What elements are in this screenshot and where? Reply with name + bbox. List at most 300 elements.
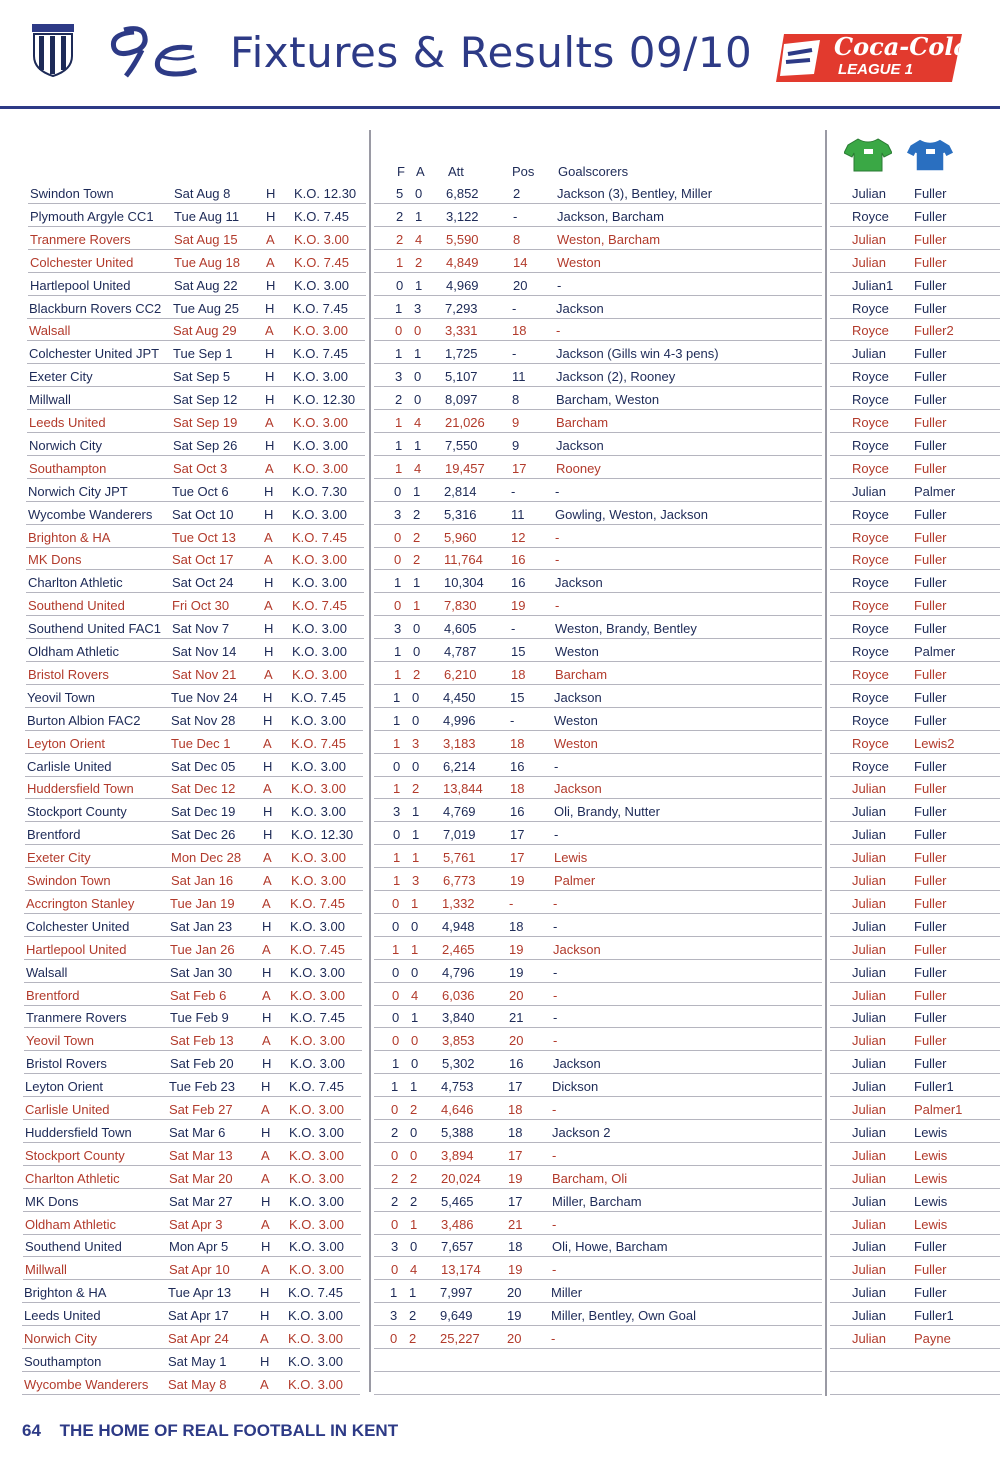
goalscorers: Jackson, Barcham (557, 208, 664, 224)
row-underline (830, 913, 1000, 914)
row-underline (830, 1188, 1000, 1189)
row-underline (24, 959, 362, 960)
goals-for: 0 (392, 1033, 400, 1049)
team-name: Southampton (29, 460, 107, 476)
match-date: Sat Feb 27 (169, 1102, 233, 1117)
team-name: Leeds United (24, 1308, 101, 1324)
goalscorers: Jackson 2 (552, 1124, 611, 1140)
goals-for: 1 (395, 460, 403, 476)
goals-against: 3 (412, 735, 420, 751)
row-underline (23, 1256, 361, 1257)
goals-against: 2 (409, 1331, 417, 1346)
goals-for: 0 (396, 277, 404, 293)
goals-against: 1 (414, 346, 422, 362)
row-underline (830, 318, 1000, 319)
row-underline (374, 1348, 822, 1349)
goalkeeper: Julian (852, 827, 886, 843)
goalkeeper: Royce (852, 621, 889, 637)
match-date: Tue Aug 11 (174, 208, 240, 224)
row-underline (374, 1211, 822, 1212)
row-underline (25, 867, 363, 868)
kick-off: K.O. 7.45 (291, 689, 346, 705)
row-underline (374, 684, 822, 685)
kick-off: K.O. 3.00 (292, 552, 347, 568)
goalscorers: Jackson (554, 689, 602, 705)
captain: Fuller (914, 873, 947, 888)
goalkeeper: Royce (852, 208, 889, 224)
row-underline (374, 226, 822, 227)
goalscorers: Weston, Barcham (557, 231, 661, 247)
venue: H (260, 1285, 270, 1301)
goals-for: 1 (391, 1079, 399, 1095)
attendance: 7,830 (444, 598, 477, 614)
table-row (0, 1029, 1000, 1052)
team-name: Stockport County (27, 804, 127, 820)
match-date: Tue Dec 1 (171, 735, 231, 751)
goalkeeper: Royce (852, 323, 889, 339)
goals-against: 0 (412, 689, 420, 705)
team-name: Charlton Athletic (28, 575, 123, 591)
row-underline (25, 890, 363, 891)
captain: Fuller (914, 758, 947, 774)
goalscorers: Miller, Bentley, Own Goal (551, 1308, 696, 1324)
goals-for: 0 (391, 1102, 399, 1117)
row-underline (374, 821, 822, 822)
kick-off: K.O. 3.00 (290, 918, 345, 934)
venue: H (264, 506, 274, 522)
table-row (0, 205, 1000, 228)
goalkeeper: Royce (852, 529, 889, 545)
attendance: 4,769 (443, 804, 476, 820)
kick-off: K.O. 7.45 (292, 529, 347, 545)
team-name: Swindon Town (27, 873, 111, 888)
row-underline (23, 1234, 361, 1235)
match-date: Tue Oct 6 (172, 483, 229, 499)
captain: Fuller (914, 460, 947, 476)
match-date: Mon Apr 5 (169, 1239, 229, 1255)
team-name: MK Dons (25, 1193, 79, 1209)
attendance: 5,302 (442, 1056, 475, 1072)
team-name: Accrington Stanley (26, 895, 135, 911)
venue: H (263, 827, 273, 843)
row-underline (374, 386, 822, 387)
goals-for: 0 (393, 758, 401, 774)
kick-off: K.O. 3.00 (288, 1353, 343, 1369)
league-position: 20 (509, 1033, 524, 1049)
page-header (0, 0, 1000, 112)
goals-against: 2 (412, 781, 420, 797)
kick-off: K.O. 3.00 (290, 987, 345, 1003)
match-date: Sat Apr 24 (168, 1331, 229, 1346)
goalscorers: Barcham (555, 666, 608, 682)
table-row (0, 869, 1000, 892)
row-underline (374, 478, 822, 479)
captain: Fuller (914, 895, 947, 911)
league-position: 2 (513, 186, 521, 201)
team-name: Colchester United (30, 254, 134, 270)
goals-for: 0 (395, 323, 403, 339)
goalscorers: - (553, 1010, 558, 1026)
goalkeeper: Julian (852, 231, 886, 247)
league-position: 17 (508, 1147, 523, 1163)
venue: H (263, 712, 273, 728)
venue: A (263, 735, 272, 751)
goalkeeper: Royce (852, 735, 889, 751)
goalscorers: - (554, 827, 559, 843)
goals-for: 1 (396, 254, 404, 270)
team-name: Southend United (28, 598, 125, 614)
table-row (0, 1144, 1000, 1167)
row-underline (24, 1073, 362, 1074)
goalkeeper: Julian (852, 941, 886, 957)
venue: A (263, 850, 272, 866)
goals-for: 3 (395, 369, 403, 385)
goals-for: 1 (393, 712, 401, 728)
goals-against: 0 (411, 918, 419, 934)
row-underline (23, 1165, 361, 1166)
goals-for: 0 (392, 918, 400, 934)
goals-for: 1 (395, 346, 403, 362)
goalscorers: - (552, 1262, 557, 1278)
kick-off: K.O. 3.00 (289, 1147, 344, 1163)
match-date: Tue Feb 23 (169, 1079, 236, 1095)
league-position: 16 (510, 758, 525, 774)
goals-for: 0 (392, 895, 400, 911)
row-underline (27, 363, 365, 364)
row-underline (23, 1096, 361, 1097)
goalkeeper: Julian (852, 483, 886, 499)
team-name: Tranmere Rovers (26, 1010, 127, 1026)
league-position: 19 (509, 964, 524, 980)
row-underline (374, 638, 822, 639)
match-date: Sat Oct 24 (172, 575, 234, 591)
table-row (0, 182, 1000, 205)
team-name: Exeter City (27, 850, 91, 866)
kick-off: K.O. 3.00 (288, 1308, 343, 1324)
team-name: Carlisle United (25, 1102, 110, 1117)
match-date: Sat Apr 17 (168, 1308, 229, 1324)
row-underline (830, 982, 1000, 983)
league-position: 18 (511, 666, 526, 682)
league-position: 20 (509, 987, 524, 1003)
row-underline (830, 1394, 1000, 1395)
attendance: 4,646 (441, 1102, 474, 1117)
goals-for: 0 (390, 1331, 398, 1346)
row-underline (22, 1348, 360, 1349)
row-underline (830, 363, 1000, 364)
goals-against: 4 (414, 415, 422, 430)
match-date: Sat May 8 (168, 1376, 227, 1392)
kick-off: K.O. 3.00 (294, 231, 349, 247)
attendance: 1,332 (442, 895, 475, 911)
goals-against: 1 (413, 483, 421, 499)
goalscorers: Palmer (554, 873, 596, 888)
goals-against: 2 (413, 529, 421, 545)
match-date: Sat Nov 21 (172, 666, 237, 682)
league-position: 19 (507, 1308, 522, 1324)
table-row (0, 1121, 1000, 1144)
row-underline (830, 936, 1000, 937)
row-underline (27, 340, 365, 341)
goalkeeper: Julian (852, 1193, 886, 1209)
venue: A (264, 598, 273, 614)
goalkeeper: Julian (852, 918, 886, 934)
goalkeeper: Julian (852, 1308, 886, 1324)
goalscorers: Weston (554, 712, 598, 728)
team-name: Stockport County (25, 1147, 125, 1163)
team-name: Oldham Athletic (28, 644, 120, 659)
goalscorers: - (551, 1331, 556, 1346)
goalscorers: Weston (555, 644, 599, 659)
goalscorers: - (552, 1102, 557, 1117)
row-underline (374, 707, 822, 708)
row-underline (23, 1188, 361, 1189)
match-date: Sat Mar 27 (169, 1193, 233, 1209)
attendance: 3,894 (441, 1147, 474, 1163)
league-position: 19 (511, 598, 526, 614)
row-underline (830, 340, 1000, 341)
table-row (0, 663, 1000, 686)
match-date: Tue Apr 13 (168, 1285, 232, 1301)
attendance: 5,107 (445, 369, 478, 385)
goals-against: 2 (410, 1193, 418, 1209)
team-name: Huddersfield Town (27, 781, 134, 797)
attendance: 21,026 (445, 415, 485, 430)
attendance: 6,036 (442, 987, 475, 1003)
goalkeeper: Royce (852, 712, 889, 728)
league-position: - (511, 483, 516, 499)
row-underline (830, 478, 1000, 479)
kick-off: K.O. 3.00 (288, 1376, 343, 1392)
row-underline (374, 844, 822, 845)
team-name: Brighton & HA (28, 529, 111, 545)
venue: H (265, 437, 275, 453)
goals-for: 3 (391, 1239, 399, 1255)
goals-against: 4 (415, 231, 423, 247)
team-name: Hartlepool United (30, 277, 131, 293)
attendance: 4,796 (442, 964, 475, 980)
captain: Fuller1 (914, 1079, 954, 1095)
goalkeeper: Julian (852, 1331, 886, 1346)
match-date: Sat Apr 10 (169, 1262, 230, 1278)
row-underline (374, 867, 822, 868)
venue: H (261, 1193, 271, 1209)
goalscorers: - (555, 552, 560, 568)
kick-off: K.O. 3.00 (288, 1331, 343, 1346)
goals-against: 1 (415, 208, 423, 224)
attendance: 13,174 (441, 1262, 481, 1278)
match-date: Sat Jan 16 (171, 873, 234, 888)
goalscorers: Gowling, Weston, Jackson (555, 506, 708, 522)
venue: A (265, 460, 274, 476)
row-underline (830, 1234, 1000, 1235)
table-row (0, 342, 1000, 365)
captain: Fuller (914, 1056, 947, 1072)
goals-for: 1 (393, 850, 401, 866)
goals-for: 0 (394, 483, 402, 499)
goalscorers: - (554, 758, 559, 774)
goals-against: 1 (413, 575, 421, 591)
row-underline (26, 524, 364, 525)
captain: Fuller (914, 621, 947, 637)
row-underline (27, 432, 365, 433)
venue: H (265, 346, 275, 362)
goals-for: 2 (391, 1170, 399, 1186)
league-position: 19 (509, 941, 524, 957)
attendance: 3,840 (442, 1010, 475, 1026)
goals-against: 1 (411, 941, 419, 957)
row-underline (28, 295, 366, 296)
row-underline (830, 272, 1000, 273)
league-position: 18 (512, 323, 527, 339)
captain: Fuller2 (914, 323, 954, 339)
row-underline (830, 432, 1000, 433)
captain: Fuller (914, 437, 947, 453)
venue: A (261, 1262, 270, 1278)
row-underline (830, 615, 1000, 616)
goalscorers: - (553, 964, 558, 980)
goals-against: 0 (412, 758, 420, 774)
goals-against: 0 (414, 369, 422, 385)
attendance: 8,097 (445, 392, 478, 408)
captain: Palmer1 (914, 1102, 963, 1117)
kick-off: K.O. 3.00 (291, 850, 346, 866)
league-position: 20 (513, 277, 528, 293)
table-row (0, 388, 1000, 411)
kick-off: K.O. 12.30 (293, 392, 356, 408)
venue: H (262, 1056, 272, 1072)
goals-against: 0 (412, 712, 420, 728)
venue: A (266, 254, 275, 270)
row-underline (830, 867, 1000, 868)
match-date: Sat Mar 20 (169, 1170, 233, 1186)
league-position: 16 (510, 804, 525, 820)
league-position: 17 (510, 827, 525, 843)
table-row (0, 434, 1000, 457)
goals-against: 0 (411, 964, 419, 980)
match-date: Tue Aug 25 (173, 300, 240, 316)
captain: Fuller (914, 918, 947, 934)
kick-off: K.O. 12.30 (294, 186, 357, 201)
attendance: 5,388 (441, 1124, 474, 1140)
table-row (0, 1350, 1000, 1373)
table-row (0, 1213, 1000, 1236)
row-underline (374, 1371, 822, 1372)
goals-for: 1 (395, 415, 403, 430)
team-name: Charlton Athletic (25, 1170, 120, 1186)
kick-off: K.O. 3.00 (292, 644, 347, 659)
row-underline (28, 249, 366, 250)
venue: H (262, 918, 272, 934)
row-underline (830, 1325, 1000, 1326)
table-row (0, 984, 1000, 1007)
row-underline (26, 661, 364, 662)
goalscorers: Jackson (553, 1056, 601, 1072)
team-name: Yeovil Town (26, 1033, 94, 1049)
row-underline (830, 547, 1000, 548)
goals-against: 0 (414, 323, 422, 339)
kick-off: K.O. 12.30 (291, 827, 354, 843)
row-underline (830, 798, 1000, 799)
goals-against: 0 (411, 1056, 419, 1072)
row-underline (374, 1096, 822, 1097)
row-underline (374, 272, 822, 273)
captain: Fuller (914, 277, 947, 293)
captain: Fuller1 (914, 1308, 954, 1324)
kick-off: K.O. 3.00 (291, 804, 346, 820)
goalscorers: Jackson (Gills win 4-3 pens) (556, 346, 719, 362)
match-date: Sat Aug 15 (174, 231, 238, 247)
table-row (0, 1281, 1000, 1304)
team-name: Millwall (29, 392, 71, 408)
goalkeeper: Royce (852, 689, 889, 705)
col-att: Att (448, 164, 464, 179)
header-rule (0, 106, 1000, 109)
kick-off: K.O. 3.00 (290, 964, 345, 980)
attendance: 6,210 (444, 666, 477, 682)
captain: Fuller (914, 300, 947, 316)
row-underline (830, 501, 1000, 502)
attendance: 7,657 (441, 1239, 474, 1255)
table-row (0, 228, 1000, 251)
venue: A (264, 666, 273, 682)
goalkeeper: Julian (852, 1216, 886, 1232)
league-position: 8 (513, 231, 521, 247)
attendance: 13,844 (443, 781, 483, 797)
club-crest-icon (30, 22, 76, 78)
attendance: 1,725 (445, 346, 478, 362)
row-underline (26, 501, 364, 502)
row-underline (23, 1119, 361, 1120)
row-underline (28, 226, 366, 227)
row-underline (374, 547, 822, 548)
row-underline (830, 1073, 1000, 1074)
goals-against: 1 (410, 1216, 418, 1232)
league-logo-brand: Coca-Cola (834, 32, 970, 61)
league-position: 18 (510, 781, 525, 797)
venue: A (261, 1147, 270, 1163)
venue: H (263, 804, 273, 820)
captain: Fuller (914, 369, 947, 385)
league-logo (776, 30, 970, 84)
row-underline (374, 1256, 822, 1257)
venue: H (261, 1079, 271, 1095)
kick-off: K.O. 3.00 (289, 1170, 344, 1186)
goalscorers: Miller (551, 1285, 583, 1301)
row-underline (830, 753, 1000, 754)
kick-off: K.O. 7.45 (290, 941, 345, 957)
captain: Fuller (914, 552, 947, 568)
row-underline (830, 409, 1000, 410)
venue: A (265, 323, 274, 339)
kick-off: K.O. 3.00 (290, 1033, 345, 1049)
row-underline (830, 707, 1000, 708)
team-name: Leeds United (29, 415, 106, 430)
goals-against: 2 (413, 666, 421, 682)
goalscorers: Jackson (553, 941, 601, 957)
captain: Fuller (914, 529, 947, 545)
team-name: Tranmere Rovers (30, 231, 131, 247)
goalkeeper: Julian (852, 804, 886, 820)
attendance: 2,465 (442, 941, 475, 957)
row-underline (27, 386, 365, 387)
match-date: Sat Mar 13 (169, 1147, 233, 1163)
captain: Lewis (914, 1216, 948, 1232)
kick-off: K.O. 3.00 (292, 666, 347, 682)
table-row (0, 1075, 1000, 1098)
venue: H (265, 300, 275, 316)
captain: Fuller (914, 964, 947, 980)
